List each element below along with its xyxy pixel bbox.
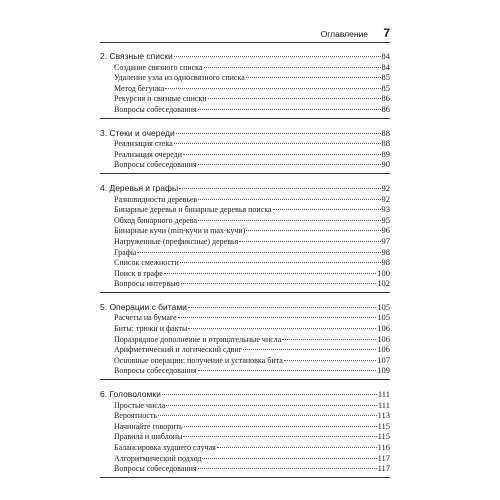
section-title: Вопросы собеседования	[114, 160, 197, 170]
chapter-page-number: 92	[381, 182, 390, 193]
section-title: Бинарные деревья и бинарные деревья поиска	[114, 205, 272, 215]
toc-section-entry[interactable]	[100, 194, 390, 205]
section-title: Расчеты на бумаге	[114, 313, 177, 323]
section-page-number: 96	[381, 225, 390, 236]
section-page-number: 85	[381, 82, 390, 93]
section-page-number: 100	[377, 267, 390, 278]
section-title: Графы	[114, 247, 137, 257]
dot-leader	[174, 143, 381, 144]
toc-section-entry[interactable]	[100, 93, 390, 104]
dot-leader	[198, 220, 380, 221]
toc-chapter-block	[100, 380, 390, 478]
toc-section-entry[interactable]	[100, 323, 390, 334]
section-page-number: 88	[381, 138, 390, 149]
toc-section-entry[interactable]	[100, 149, 390, 160]
dot-leader	[246, 77, 381, 78]
dot-leader	[198, 109, 381, 110]
section-title: Вопросы интервью	[114, 279, 180, 289]
toc-section-entry[interactable]	[100, 421, 390, 432]
section-page-number: 115	[377, 431, 390, 442]
header-page-number: 7	[383, 26, 390, 40]
dot-leader	[208, 98, 381, 99]
toc-chapter-block	[100, 119, 390, 174]
section-title: Бинарные кучи (min-кучи и max-кучи)	[114, 226, 246, 236]
section-page-number: 98	[381, 257, 390, 268]
dot-leader	[162, 394, 377, 395]
section-title: Список смежности	[114, 258, 179, 268]
toc-section-entry[interactable]	[100, 278, 390, 289]
section-title: Удаление узла из односвязного списка	[114, 73, 245, 83]
dot-leader	[202, 458, 376, 459]
section-title: Вероятность	[114, 411, 158, 421]
dot-leader	[178, 317, 377, 318]
section-page-number: 92	[381, 193, 390, 204]
section-title: Метод бегунка	[114, 83, 165, 93]
chapter-title: 2. Связные списки	[100, 51, 173, 61]
dot-leader	[217, 447, 377, 448]
toc-chapter-block	[100, 293, 390, 380]
dot-leader	[174, 56, 381, 57]
toc-chapter-entry[interactable]	[100, 302, 390, 313]
dot-leader	[165, 88, 380, 89]
toc-section-entry[interactable]	[100, 410, 390, 421]
toc-chapter-entry[interactable]	[100, 51, 390, 62]
toc-section-entry[interactable]	[100, 463, 390, 474]
section-page-number: 109	[377, 365, 390, 376]
toc-section-entry[interactable]	[100, 431, 390, 442]
chapter-title: 3. Стеки и очереди	[100, 127, 175, 138]
section-title: Реализация очереди	[114, 149, 183, 159]
section-title: Вопросы собеседования	[114, 104, 197, 114]
section-page-number: 93	[381, 204, 390, 215]
section-title: Основные операции: получение и установка бита	[114, 355, 283, 365]
toc-section-entry[interactable]	[100, 334, 390, 345]
chapter-page-number: 88	[381, 127, 390, 138]
dot-leader	[198, 468, 377, 469]
section-page-number: 98	[381, 246, 390, 257]
toc-section-entry[interactable]	[100, 104, 390, 115]
dot-leader	[184, 426, 377, 427]
section-title: Правила и шаблоны	[114, 432, 183, 442]
section-page-number: 106	[377, 323, 390, 334]
section-title: Создание связного списка	[114, 62, 203, 72]
section-page-number: 117	[377, 452, 390, 463]
section-title: Поиск в графе	[114, 268, 163, 278]
toc-section-entry[interactable]	[100, 62, 390, 73]
toc-section-entry[interactable]	[100, 400, 390, 411]
toc-section-entry[interactable]	[100, 204, 390, 215]
toc-section-entry[interactable]	[100, 442, 390, 453]
section-page-number: 97	[381, 235, 390, 246]
dot-leader	[180, 262, 381, 263]
dot-leader	[198, 370, 377, 371]
section-page-number: 111	[377, 399, 390, 410]
chapter-title: 4. Деревья и графы	[100, 182, 179, 193]
toc-section-entry[interactable]	[100, 355, 390, 366]
section-page-number: 89	[381, 148, 390, 159]
section-title: Алгоритмический подход	[114, 453, 202, 463]
toc-section-entry[interactable]	[100, 236, 390, 247]
chapter-page-number: 111	[377, 389, 390, 400]
chapter-page-number: 105	[377, 301, 390, 312]
toc-section-entry[interactable]	[100, 138, 390, 149]
section-title: Балансировка худшего случая	[114, 443, 216, 452]
section-title: Реализация стека	[114, 139, 173, 149]
toc-section-entry[interactable]	[100, 83, 390, 94]
section-title: Вопросы собеседования	[114, 366, 197, 376]
toc-section-entry[interactable]	[100, 365, 390, 376]
dot-leader	[246, 230, 380, 231]
section-page-number: 86	[381, 93, 390, 104]
dot-leader	[164, 273, 376, 274]
toc-section-entry[interactable]	[100, 215, 390, 226]
dot-leader	[183, 436, 376, 437]
toc-section-entry[interactable]	[100, 453, 390, 464]
chapter-title: 6. Головоломки	[100, 389, 161, 400]
section-page-number: 105	[377, 312, 390, 323]
table-of-contents	[100, 42, 390, 478]
toc-section-entry[interactable]	[100, 344, 390, 355]
section-title: Рекурсия и связные списки	[114, 94, 207, 104]
dot-leader	[137, 252, 380, 253]
section-page-number: 106	[377, 344, 390, 355]
toc-section-entry[interactable]	[100, 257, 390, 268]
section-title: Нагруженные (префиксные) деревья	[114, 236, 239, 246]
section-page-number: 107	[377, 354, 390, 365]
dot-leader	[273, 209, 381, 210]
section-page-number: 113	[377, 410, 390, 421]
section-title: Обход бинарного дерева	[114, 215, 198, 225]
dot-leader	[282, 339, 376, 340]
dot-leader	[183, 154, 380, 155]
running-header	[100, 28, 390, 43]
toc-chapter-block	[100, 42, 390, 119]
toc-chapter-block	[100, 174, 390, 293]
section-page-number: 115	[377, 420, 390, 431]
dot-leader	[198, 164, 381, 165]
section-page-number: 102	[377, 278, 390, 289]
section-title: Простые числа	[114, 400, 166, 410]
section-title: Арифметический и логический сдвиг	[114, 345, 242, 355]
dot-leader	[204, 67, 381, 68]
section-title: Начинайте говорить	[114, 421, 183, 431]
section-page-number: 117	[377, 463, 390, 474]
dot-leader	[179, 188, 380, 189]
toc-chapter-entry[interactable]	[100, 183, 390, 194]
section-page-number: 95	[381, 214, 390, 225]
dot-leader	[166, 405, 377, 406]
toc-section-entry[interactable]	[100, 312, 390, 323]
section-page-number: 84	[381, 61, 390, 72]
section-page-number: 116	[377, 442, 390, 452]
toc-section-entry[interactable]	[100, 159, 390, 170]
dot-leader	[198, 199, 380, 200]
dot-leader	[188, 328, 376, 329]
chapter-title: 5. Операции с битами	[100, 301, 187, 312]
toc-chapter-entry[interactable]	[100, 128, 390, 139]
section-title: Биты: трюки и факты	[114, 324, 188, 334]
header-title: Оглавление	[320, 29, 368, 39]
dot-leader	[176, 133, 381, 134]
section-title: Разновидности деревьев	[114, 194, 198, 204]
dot-leader	[158, 415, 376, 416]
toc-section-entry[interactable]	[100, 72, 390, 83]
dot-leader	[188, 307, 376, 308]
section-page-number: 86	[381, 103, 390, 114]
section-page-number: 85	[381, 72, 390, 83]
dot-leader	[181, 283, 376, 284]
dot-leader	[243, 349, 376, 350]
chapter-page-number: 84	[381, 51, 390, 61]
toc-section-entry[interactable]	[100, 268, 390, 279]
section-title: Поразрядное дополнение и отрицательные числа	[114, 334, 282, 344]
section-page-number: 106	[377, 333, 390, 344]
toc-section-entry[interactable]	[100, 247, 390, 258]
section-page-number: 90	[381, 159, 390, 170]
toc-chapter-entry[interactable]	[100, 389, 390, 400]
toc-section-entry[interactable]	[100, 225, 390, 236]
dot-leader	[284, 360, 377, 361]
dot-leader	[239, 241, 380, 242]
section-title: Вопросы собеседования	[114, 464, 197, 474]
